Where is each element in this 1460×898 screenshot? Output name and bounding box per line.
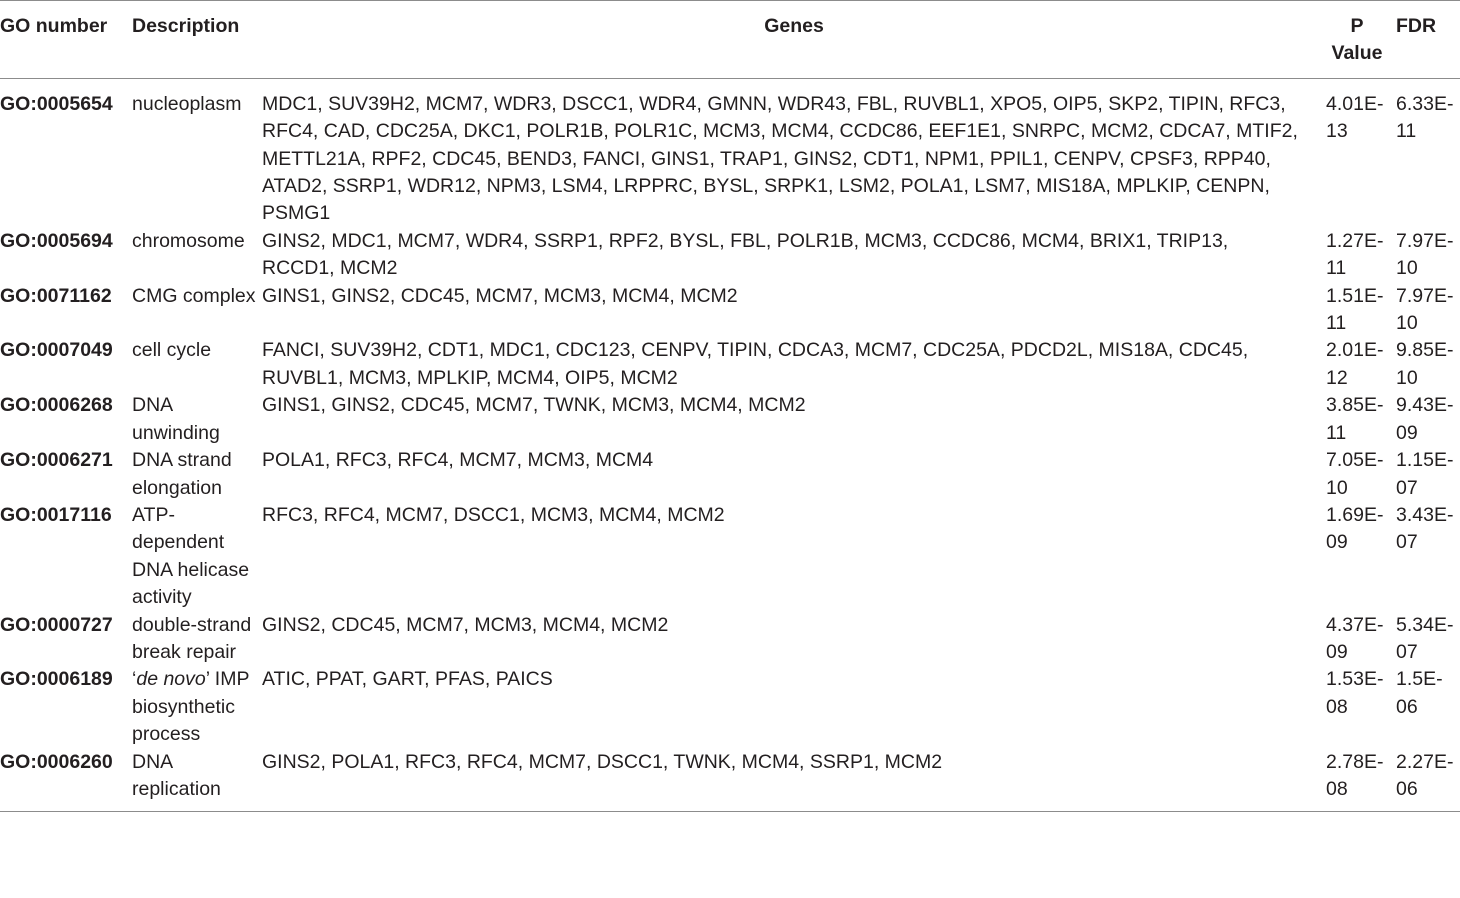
table-row [0,78,1460,228]
header-go-number: GO number [0,1,132,79]
p-value: 1.69E-09 [1326,503,1384,554]
go-number: GO:0071162 [0,284,112,307]
go-number: GO:0005694 [0,229,113,252]
header-p-value: P Value [1326,1,1396,79]
go-number: GO:0007049 [0,339,113,362]
fdr: 7.97E-10 [1396,229,1454,280]
description-italic: de novo [136,668,206,691]
go-number: GO:0017116 [0,503,112,526]
p-value: 4.37E-09 [1326,613,1384,663]
genes: FANCI, SUV39H2, CDT1, MDC1, CDC123, CENPV, TIPIN, CDCA3, MCM7, CDC25A, PDCD2L, MIS18A, CDC45, RUVBL1, MCM3, MPLKIP, MCM4, OIP5, MCM2 [262,339,1249,389]
genes: GINS1, GINS2, CDC45, MCM7, TWNK, MCM3, MCM4, MCM2 [262,394,806,417]
description: DNA replication [132,750,221,800]
genes: GINS2, CDC45, MCM7, MCM3, MCM4, MCM2 [262,613,669,636]
table-row [0,749,1460,812]
genes: POLA1, RFC3, RFC4, MCM7, MCM3, MCM4 [262,449,654,472]
p-value: 1.27E-11 [1326,229,1384,280]
fdr: 9.85E-10 [1396,339,1454,389]
description: nucleoplasm [132,92,242,115]
table-row [0,283,1460,338]
description: cell cycle [132,339,212,362]
fdr: 2.27E-06 [1396,750,1454,800]
description: chromosome [132,229,245,252]
header-description: Description [132,1,262,79]
table-row [0,337,1460,392]
genes: GINS1, GINS2, CDC45, MCM7, MCM3, MCM4, MCM2 [262,284,738,307]
genes: GINS2, MDC1, MCM7, WDR4, SSRP1, RPF2, BYSL, FBL, POLR1B, MCM3, CCDC86, MCM4, BRIX1, TRIP13, RCCD1, MCM2 [262,229,1229,280]
description-open-quote: ‘ [132,668,137,691]
table-row [0,666,1460,748]
table-row [0,392,1460,447]
table-row [0,228,1460,283]
p-value: 1.53E-08 [1326,668,1384,718]
p-value: 1.51E-11 [1326,284,1384,335]
description: DNA strand elongation [132,449,232,499]
fdr: 1.15E-07 [1396,449,1454,499]
table-row [0,612,1460,667]
fdr: 9.43E-09 [1396,394,1454,444]
header-fdr: FDR [1396,1,1460,79]
go-number: GO:0006271 [0,449,113,472]
description [132,666,262,748]
description: DNA unwinding [132,394,220,444]
go-number: GO:0005654 [0,92,113,115]
go-number: GO:0006260 [0,750,113,773]
description-rest: ’ IMP biosynthetic process [132,668,250,746]
p-value: 4.01E-13 [1326,92,1384,143]
fdr: 1.5E-06 [1396,668,1443,718]
fdr: 7.97E-10 [1396,284,1454,335]
p-value: 2.01E-12 [1326,339,1384,389]
description: ATP-dependent DNA helicase activity [132,503,250,609]
table-row [0,447,1460,502]
description: CMG complex [132,284,256,307]
fdr: 5.34E-07 [1396,613,1454,663]
p-value: 3.85E-11 [1326,394,1384,444]
go-number: GO:0006189 [0,668,113,691]
description: double-strand break repair [132,613,252,663]
go-number: GO:0000727 [0,613,113,636]
genes: GINS2, POLA1, RFC3, RFC4, MCM7, DSCC1, TWNK, MCM4, SSRP1, MCM2 [262,750,943,773]
table-row [0,502,1460,612]
genes: MDC1, SUV39H2, MCM7, WDR3, DSCC1, WDR4, GMNN, WDR43, FBL, RUVBL1, XPO5, OIP5, SKP2, TIPIN, RFC3, RFC4, CAD, CDC25A, DKC1, POLR1B, POLR1C, MCM3, MCM4, CCDC86, EEF1E1, SNRPC, MCM2, CDCA7, MTIF2, METTL21A, RPF2, CDC45, BEND3, FANCI, GINS1, TRAP1, GINS2, CDT1, NPM1, PPIL1, CENPV, CPSF3, RPP40, ATAD2, SSRP1, WDR12, NPM3, LSM4, LRPPRC, BYSL, SRPK1, LSM2, POLA1, LSM7, MIS18A, MPLKIP, CENPN, PSMG1 [262,92,1298,225]
fdr: 3.43E-07 [1396,503,1454,554]
header-genes: Genes [262,1,1326,79]
p-value: 2.78E-08 [1326,750,1384,800]
header-row [0,1,1460,79]
fdr: 6.33E-11 [1396,92,1454,143]
genes: RFC3, RFC4, MCM7, DSCC1, MCM3, MCM4, MCM2 [262,503,725,526]
p-value: 7.05E-10 [1326,449,1384,499]
go-number: GO:0006268 [0,394,113,417]
genes: ATIC, PPAT, GART, PFAS, PAICS [262,668,553,691]
